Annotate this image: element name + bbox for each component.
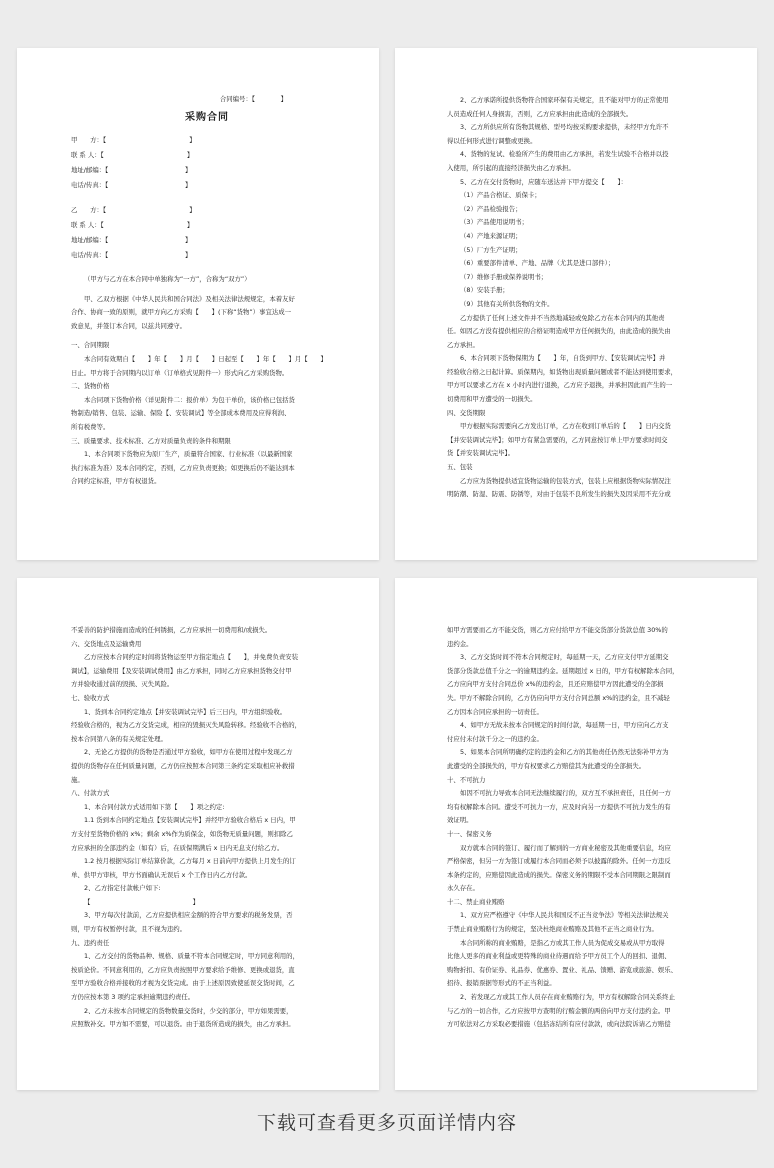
intro-line: 致意见，并签订本合同，以兹共同遵守。: [71, 321, 187, 330]
paragraph-line: 则，甲方有权暂停付款，且不视为违约。: [71, 925, 187, 934]
paragraph-line: 付应付未付款千分之一的违约金。: [447, 734, 543, 743]
party-b-block: [71, 203, 343, 263]
paragraph-line: （3）产品使用说明书；: [460, 218, 528, 227]
page-2-body: [447, 94, 719, 502]
paragraph-line: 1、本合同付款方式适用如下第【 】项之约定:: [84, 802, 225, 811]
paragraph-line: 3、甲方每次付款前，乙方应提供相应金额的符合甲方要求的税务发票，否: [84, 911, 293, 920]
section-heading: 六、交货地点及运输费用: [71, 639, 142, 648]
paragraph-line: 货【并安装调试完毕】。: [447, 449, 515, 458]
section-heading: 四、交货期限: [447, 408, 486, 417]
paragraph-line: 6、本合同项下货物保期为【 】年，自货到甲方、【安装调试完毕】并: [460, 354, 666, 363]
paragraph-line: 于禁止商业贿赂行为的规定，坚决杜绝商业贿赂及其他不正当之商业行为。: [447, 925, 658, 934]
party-b-field: 地址/邮编：【 】: [71, 236, 192, 244]
paragraph-line: 4、货物的复试、检验所产生的费用由乙方承担，若发生试验不合格并以投: [460, 150, 669, 159]
page-1-body: [71, 339, 343, 489]
party-a-block: [71, 133, 343, 193]
paragraph-line: （6）重要部件清单、产地、品牌（尤其是进口部件）；: [460, 259, 615, 268]
paragraph-line: 永久存在。: [447, 884, 479, 893]
paragraph-line: 如甲方需要而乙方不能交货，则乙方应付给甲方不能交货部分货款总值 30%的: [447, 626, 668, 634]
paragraph-line: 经验收合格的，视为乙方交货完成，相应的毁损灭失风险转移。经验收不合格的，: [71, 721, 302, 730]
paragraph-line: 人员造成任何人身损害，否则，乙方应承担由此造成的全部损失。: [447, 109, 633, 118]
section-heading: 十二、禁止商业贿赂: [447, 897, 505, 906]
paragraph-line: 甲方可以要求乙方在 x 小时内进行退换，乙方应予退换，并承担因此而产生的一: [447, 381, 673, 390]
paragraph-line: 明防潮、防湿、防震、防锈等，对由于包装不良所发生的损失及因采用不充分或: [447, 490, 671, 499]
paragraph-line: 4、如甲方无故未按本合同规定的时间付款，每延期一日，甲方应向乙方支: [460, 721, 669, 730]
paragraph-line: 1、货到本合同约定地点【并安装调试完毕】后三日内，甲方组织验收。: [84, 707, 287, 716]
paragraph-line: 本合同项下货物价格（详见附件二：报价单）为包干单价，该价格已包括货: [84, 395, 295, 404]
contract-number: 合同编号：【 】: [219, 95, 287, 103]
section-heading: 十一、保密义务: [447, 829, 492, 838]
paragraph-line: 3、乙方所供应所有货物其规格、型号均按采购要求提供，未经甲方允许不: [460, 123, 669, 132]
paragraph-line: 2、乙方未按本合同规定的货物数量交货时，少交的部分，甲方如果需要，: [84, 1006, 293, 1015]
intro-paragraph: [71, 293, 343, 334]
download-hint[interactable]: 下载可查看更多页面详情内容: [256, 1112, 517, 1134]
party-b-field: 电话/传真：【 】: [71, 251, 192, 259]
paragraph-line: 方并验收通过前的毁损、灭失风险。: [71, 680, 174, 689]
party-note: （甲方与乙方在本合同中单独称为“一方”，合称为“双方”）: [84, 275, 251, 283]
paragraph-line: 违约金。: [447, 639, 473, 648]
paragraph-line: 如因不可抗力导致本合同无法继续履行的，双方互不承担责任，且任何一方: [460, 789, 671, 798]
paragraph-line: 物制造/销售、包装、运输、保险【、安装调试】等全部成本费用及应得利润、: [71, 409, 291, 418]
paragraph-line: 1、双方应严格遵守《中华人民共和国反不正当竞争法》等相关法律法规关: [460, 911, 669, 920]
paragraph-line: 切费用和甲方遭受的一切损失。: [447, 395, 537, 404]
section-heading: 五、包装: [447, 463, 473, 472]
party-a-field: 甲 方：【 】: [71, 136, 196, 144]
section-heading: 二、货物价格: [71, 382, 110, 391]
paragraph-line: 2、乙方指定付款帐户如下:: [84, 884, 161, 893]
paragraph-line: 5、如果本合同所明确约定的违约金和乙方的其他责任仍然无法弥补甲方为: [460, 748, 669, 757]
paragraph-line: 5、乙方在交付货物时，应随车送达并下甲方提交【 】：: [460, 177, 628, 186]
document-page-2: [395, 48, 757, 560]
section-heading: 十、不可抗力: [447, 775, 486, 784]
paragraph-line: 1、乙方交付的货物品种、规格、质量不符本合同规定时，甲方同意利用的，: [84, 952, 299, 961]
document-page-1: [17, 48, 379, 560]
paragraph-line: 1.2 按月根据实际订单结算价款，乙方每月 x 日前向甲方提供上月发生的订: [84, 857, 296, 866]
paragraph-line: 执行标准为准）及本合同约定，否则，乙方应负责更换；如更换后仍不能达到本: [71, 463, 295, 472]
paragraph-line: 不妥善的防护措施而造成的任何锈损，乙方应承担一切费用和/或损失。: [71, 626, 272, 634]
paragraph-line: 均有权解除本合同。遭受不可抗力一方，应及时向另一方提供不可抗力发生的有: [447, 802, 671, 811]
paragraph-line: 本条约定的，应赔偿因此造成的损失。保密义务的期限不受本合同期限之限制而: [447, 870, 671, 879]
paragraph-line: 乙方提供了任何上述文件并不当然地减轻或免除乙方在本合同内的其他责: [460, 313, 665, 322]
party-a-field: 联 系 人：【 】: [71, 151, 194, 159]
paragraph-line: 购物折扣、有价证券、礼品券、优惠券、置业、礼品、馈赠、游览或旅游、娱乐、: [447, 965, 678, 974]
paragraph-line: 日止。甲方将于合同期内以订单（订单格式见附件一）形式向乙方采购货物。: [71, 368, 289, 377]
paragraph-line: 方可依法对乙方采取必要措施（包括冻结所有应付款款，或向法院诉请乙方赔偿: [447, 1020, 671, 1029]
document-page-4: [395, 578, 757, 1090]
paragraph-line: （4）产地来源证明；: [460, 231, 522, 240]
intro-line: 甲、乙双方根据《中华人民共和国合同法》及相关法律法规规定，本着友好: [84, 294, 295, 303]
paragraph-line: 【 】: [84, 897, 200, 906]
paragraph-line: 提供的货物存在任何质量问题，乙方仍应按照本合同第三条约定采取相应补救措: [71, 761, 295, 770]
party-b-field: 联 系 人：【 】: [71, 221, 194, 229]
paragraph-line: 调试】，运输费用【及安装调试费用】由乙方承担，同时乙方应承担货物交付甲: [71, 666, 292, 675]
section-heading: 一、合同期限: [71, 341, 110, 350]
section-heading: 九、违约责任: [71, 938, 110, 947]
party-b-field: 乙 方：【 】: [71, 206, 196, 214]
paragraph-line: （2）产品检验报告；: [460, 204, 522, 213]
party-a-field: 地址/邮编：【 】: [71, 166, 192, 174]
paragraph-line: 得以任何形式进行调整或更换。: [447, 136, 537, 145]
paragraph-line: 本合同有效期自【 】年【 】月【 】日起至【 】年【 】月【 】: [84, 354, 327, 363]
paragraph-line: （1）产品合格证、质保卡；: [460, 191, 541, 200]
paragraph-line: 入使用，所引起的直接经济损失由乙方承担。: [447, 163, 575, 172]
party-a-field: 电话/传真：【 】: [71, 181, 192, 189]
paragraph-line: 效证明。: [447, 816, 473, 825]
paragraph-line: 【并安装调试完毕】；如甲方有紧急需要的，乙方同意按订单上甲方要求时间交: [447, 435, 668, 444]
paragraph-line: 任。如因乙方没有提供相应的合格证明造成甲方任何损失的，由此造成的损失由: [447, 327, 671, 336]
paragraph-line: 施。: [71, 775, 84, 784]
paragraph-line: 3、乙方交货时间不符本合同规定时，每延期一天，乙方应支付甲方延期交: [460, 653, 669, 662]
paragraph-line: 比他人更多的商业利益或更特殊的商业待遇而给予甲方员工个人的回扣、退佣、: [447, 952, 671, 961]
paragraph-line: 经验收合格之日起计算。质保期内，如货物出现质量问题或者不能达到使用要求，: [447, 367, 678, 376]
paragraph-line: 乙方应按本合同约定时间将货物运至甲方指定地点【 】，并免费负责安装: [84, 653, 299, 662]
paragraph-line: 乙方因本合同应承担的一切责任。: [447, 707, 543, 716]
paragraph-line: 单、供甲方审核，甲方书面确认无误后 x 个工作日内乙方付款。: [71, 870, 252, 879]
paragraph-line: 此遭受的全部损失的，甲方有权要求乙方赔偿其为此遭受的全部损失。: [447, 761, 646, 770]
page-3-body: [71, 624, 343, 1032]
paragraph-line: 方支付至货物价格的 x%；剩余 x%作为质保金，如货物无质量问题，则扣除乙: [71, 829, 293, 838]
paragraph-line: 招待、报销票据等形式的不正当利益。: [447, 979, 556, 988]
paragraph-line: 严格保密，但另一方为签订或履行本合同而必须予以披露的除外。任何一方违反: [447, 857, 671, 866]
paragraph-line: 合同约定标准，甲方有权退货。: [71, 477, 161, 486]
section-heading: 八、付款方式: [71, 789, 110, 798]
paragraph-line: 本合同所称的商业贿赂，是指乙方或其工作人员为促成交易或从甲方取得: [460, 938, 665, 947]
paragraph-line: 所有税费等。: [71, 422, 110, 431]
page-4-body: [447, 624, 719, 1032]
contract-title: 采购合同: [185, 112, 229, 123]
paragraph-line: 至甲方验收合格并接收的才视为交货完成。由于上述原因致使延误交货时间，乙: [71, 979, 295, 988]
section-heading: 三、质量要求、技术标准、乙方对质量负责的条件和期限: [71, 436, 231, 445]
paragraph-line: （7）维修手册或保养说明书；: [460, 272, 548, 281]
paragraph-line: 1.1 货到本合同约定地点【安装调试完毕】并经甲方验收合格后 x 日内，甲: [84, 816, 296, 825]
paragraph-line: 与乙方的一切合作，乙方应按甲方查明的行贿金额的两倍向甲方支付违约金。甲: [447, 1006, 671, 1015]
paragraph-line: 方应承担的全部违约金（如有）后，在质保期满后 x 日内无息支付给乙方。: [71, 843, 284, 852]
intro-line: 合作、协商一致的原则，就甲方向乙方采购【 】(下称“货物”）事宜达成一: [71, 308, 292, 317]
paragraph-line: 乙方应向甲方支付合同总价 x%的违约金，且还应赔偿甲方因此遭受的全部损: [447, 680, 664, 689]
paragraph-line: 方仍应按本第 3 项约定承担逾期违约责任。: [71, 993, 195, 1002]
paragraph-line: （8）安装手册；: [460, 286, 509, 295]
paragraph-line: 甲方根据实际需要向乙方发出订单，乙方在收到订单后的【 】日内交货: [460, 422, 671, 431]
paragraph-line: 乙方应为货物提供适宜货物运输的包装方式，包装上应根据货物实际情况注: [460, 476, 671, 485]
paragraph-line: 1、本合同项下货物应为原厂生产，质量符合国家、行业标准（以最新国家: [84, 450, 293, 459]
paragraph-line: 按质论价。不同意利用的，乙方应负责按照甲方要求给予维修、更换或退货，直: [71, 965, 295, 974]
paragraph-line: 乙方承担。: [447, 340, 479, 349]
paragraph-line: 货部分货款总值千分之一的逾期违约金。延期超过 x 日的，甲方有权解除本合同，: [447, 666, 679, 675]
paragraph-line: （9）其他有关所供货物的文件。: [460, 299, 554, 308]
paragraph-line: 双方就本合同的签订、履行而了解到的一方商业秘密及其他重要信息，均应: [460, 843, 671, 852]
paragraph-line: 按本合同第八条的有关规定处理。: [71, 734, 167, 743]
paragraph-line: （5）厂方生产证明；: [460, 245, 522, 254]
document-page-3: [17, 578, 379, 1090]
paragraph-line: 2、若发现乙方或其工作人员存在商业贿赂行为，甲方有权解除合同关系终止: [460, 993, 675, 1002]
paragraph-line: 失。甲方不解除合同的，乙方仍应向甲方支付合同总额 x%的违约金，且不减轻: [447, 693, 670, 702]
paragraph-line: 应照数补交。甲方如不需要，可以退货。由于退货所造成的损失，由乙方承担。: [71, 1020, 295, 1029]
paragraph-line: 2、无论乙方提供的货物是否通过甲方验收，如甲方在使用过程中发现乙方: [84, 748, 293, 757]
paragraph-line: 2、乙方承诺所提供货物符合国家环保有关规定，且不能对甲方的正常使用: [460, 96, 669, 104]
section-heading: 七、验收方式: [71, 693, 110, 702]
